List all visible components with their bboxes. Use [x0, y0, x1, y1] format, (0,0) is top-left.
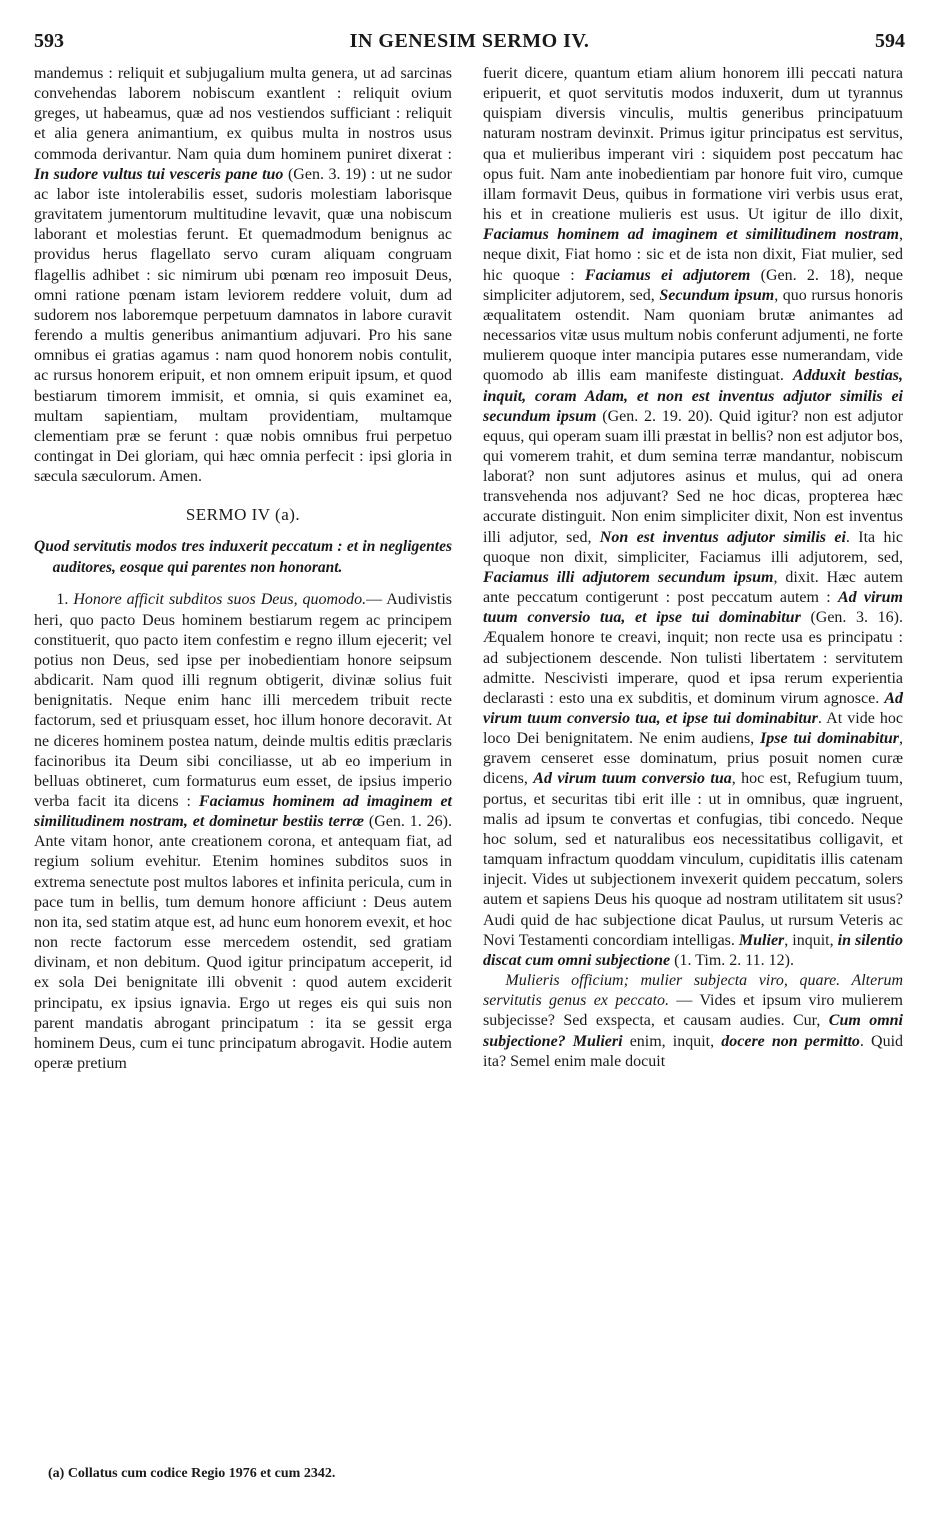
text-run: , hoc est, Refugium tuum, portus, et securitas tibi erit ille : ut in omnibus, quæ ingruent, malis ad ipsum te convertas et confugias, tibi concedo. Neque hoc solum, sed et naturalibus eos necessitatibus colligavit, et tamquam infractum quoddam vinculum, cupiditatis illis catenam injecit. Vides ut subjectionem invexerit quidem peccatum, solers autem et sapiens Deus his quoque ad nostram utilitatem sit usus? Audi quid de hac subjectione dicat Paulus, ut rursum Veteris ac Novi Testamenti concordiam intelligas. — [483, 770, 904, 949]
text-run: , inquit, — [784, 931, 838, 949]
scripture-quote: in silentio discat cum omni subjectione — [483, 931, 904, 969]
text-run: (1. Tim. 2. 11. 12). — [670, 951, 794, 969]
scripture-quote: In sudore vultus tui vesceris pane tuo — [34, 165, 284, 183]
section-heading: Mulieris officium; mulier subjecta viro, quare. Alterum servitutis genus ex peccato. — [483, 972, 903, 1010]
scripture-quote: Cum omni subjectione? Mulieri — [483, 1012, 903, 1050]
scripture-quote: Mulier — [738, 931, 785, 949]
text-run: mandemus : reliquit et subjugalium multa genera, ut ad sarcinas convehendas laborem nobiscum exantlent : reliquit ovium greges, ut habeamus, quæ ad nos vestiendos sufficiant : reliquit et alia genera animantium, ex quibus multa in nostros usus commoda derivantur. Nam quia dum hominem puniret dixerat : — [34, 65, 452, 163]
text-run: , quo rursus honoris æqualitatem ostendit. Nam quoniam brutæ animantes ad necessarios vitæ usus multum nobis conferunt adjumenti, ne forte mulierem quoque inter mancipia putares esse numerandam, vide quomodo ab illis eam manifeste distinguat. — [483, 286, 904, 385]
right-column — [483, 64, 903, 1072]
text-run: (Gen. 2. 18), neque simpliciter adjutorem, sed, — [483, 266, 903, 304]
text-run: — Audivistis heri, quo pacto Deus hominem bestiarum regem ac principem constituerit, quo pacto item confestim e regno illum ejecerit; vel potius non Deus, sed ipse per inobedientiam honore seipsum abdicarit. Nam quod illi regnum obtigerit, divinæ solius fuit benignitatis. Neque enim hanc illi mercedem tribuit recte factorum, sed et priusquam esset, hoc illum honore decoravit. At ne diceres hominem postea natum, deinde multis editis præclaris facinoribus ita Deum sibi conciliasse, ut ab eo imperium in belluas obtineret, cum formaturus eum esset, de ipsius imperio verba facit ita dicens : — [34, 591, 453, 810]
scripture-quote: Faciamus ei adjutorem — [584, 266, 751, 284]
text-run: . Quid ita? Semel enim male docuit — [483, 1032, 904, 1070]
text-run: (Gen. 3. 19) : ut ne sudor ac labor iste intolerabilis esset, sudoris molestiam laborisque gravitatem jumentorum multitudine levavit, quæ una nobiscum laborant et molestias ferunt. Et quemadmodum benignus ac providus herus flagellato servo curam aliquam congruam flagellis adhibet : sic nimirum ubi pœnam reo imposuit Deus, omni ratione pœnam istam leviorem reddere voluit, dum ad sudorem nos laboremque perpetuum damnatos in labore curavit ferendo a multis generibus animantium adjuvari. Pro his sane omnibus ei gratias agamus : nam quod honorem nobis contulit, ac rursus honorem eripuit, et non omnem eripuit ipsum, et quod bestiarum timorem immisit, et omnia, si quis examinet ea, multam sapientiam, multam providentiam, multamque clementiam præ se ferunt : quæ nobis omnibus frui perpetuo contingat in Dei gloriam, qui hæc omnia perfecit : ipsi gloria in sæcula sæculorum. Amen. — [34, 165, 452, 486]
section-heading: Honore afficit subditos suos Deus, quomodo. — [73, 591, 367, 609]
sermon-title: SERMO IV (a). — [185, 505, 301, 525]
text-run: , neque dixit, Fiat homo : sic et de ista non dixit, Fiat mulier, sed hic quoque : — [483, 226, 903, 284]
text-run: (Gen. 2. 19. 20). Quid igitur? non est adjutor equus, qui operam suam illi præstat in bellis? non est adjutor bos, qui vomerem trahit, et dum semina terræ mandantur, nobiscum laborat? non sunt adjutores asinus et mulus, qui ad onera transvehenda nos adjuvant? Sed ne hoc dicas, propterea hæc accurate distinguit. Non enim simpliciter dixit, Non est inventus illi adjutor, sed, — [483, 407, 904, 546]
text-run: (Gen. 1. 26). Ante vitam honor, ante creationem corona, et antequam fiat, ad regium solium evehitur. Etenim homines subditos suos in extrema senectute post multos labores et infinita pericula, cum in pace tum in bellis, tum demum honore afficiunt : Deus autem non ita, sed statim atque est, ad hunc eum honorem evexit, et hoc non recte factorum esse mercedem ostendit, sed gratiam divinam, et non debitum. Quod igitur principatum acceperit, id ex sola Dei benignitate illi obvenit : quod autem exciderit principatu, ex ipsius ignavia. Ergo ut reges eis qui suis non parent mandatis abrogant principatum : ita se gessit erga hominem Deus, cum ei tunc principatum abrogavit. Hodie autem operæ pretium — [34, 813, 453, 1073]
running-title: IN GENESIM SERMO IV. — [349, 30, 590, 52]
scripture-quote: Ad virum tuum conversio tua, et ipse tui dominabitur — [483, 689, 903, 727]
paragraph-left-2 — [34, 590, 452, 1074]
scripture-quote: docere non permitto — [721, 1032, 860, 1050]
scripture-quote: Ad virum tuum conversio tua — [533, 770, 732, 788]
text-run: . Ita hic quoque non dixit, simpliciter, Faciamus illi adjutorem, sed, — [483, 528, 904, 566]
text-run: , dixit. Hæc autem ante peccatum contigerunt : post peccatum autem : — [483, 568, 904, 607]
page-number-right: 594 — [875, 30, 905, 52]
scripture-quote: Adduxit bestias, inquit, coram Adam, et non est inventus adjutor similis ei secundum ipsum — [483, 367, 904, 425]
text-run: (Gen. 3. 16). Æqualem honore te creavi, inquit; non recte usa es principatu : ad subjectionem descende. Non tulisti libertatem : servitutem admitte. Nescivisti imperare, quod et ipsa rerum experientia declarasti : esto una ex subditis, et dominum virum agnosce. — [483, 609, 904, 707]
footnote: (a) Collatus cum codice Regio 1976 et cum 2342. — [48, 1466, 336, 1481]
text-run: , gravem censeret esse dominatum, prius posuit nomen curæ dicens, — [483, 730, 903, 788]
running-head — [34, 30, 905, 60]
paragraph-right-1 — [483, 64, 903, 971]
scripture-quote: Secundum ipsum — [659, 286, 775, 304]
paragraph-right-2 — [483, 971, 903, 1072]
text-run: — Vides et ipsum viro mulierem subjecisse? Sed exspecta, et causam audies. Cur, — [483, 992, 904, 1030]
scripture-quote: Ipse tui dominabitur — [760, 730, 899, 748]
left-column — [34, 64, 452, 1074]
scripture-quote: Ad virum tuum conversio tua, et ipse tui dominabitur — [483, 589, 903, 627]
paragraph-left-1 — [34, 64, 452, 487]
text-run: . At vide hoc loco Dei benignitatem. Ne enim audiens, — [483, 710, 904, 748]
text-run: fuerit dicere, quantum etiam alium honorem illi peccati natura eripuerit, et quot servitutis modos induxerit, dum ut tyrannus quispiam diversis vinculis, multis generibus principatuum naturam nostram devinxit. Primus igitur principatus est servitus, qua et mulieribus imperant viri : siquidem post peccatum hac opus fuit. Nam ante inobedientiam par honore fuit viro, cumque illam formavit Deus, quibus in formatione viri verbis usus erat, his et in creatione mulieris est usus. Ut igitur de illo dixit, — [483, 65, 903, 224]
scripture-quote: Faciamus hominem ad imaginem et similitudinem nostram, et dominetur bestiis terræ — [34, 793, 452, 831]
sermon-summary: Quod servitutis modos tres induxerit peccatum : et in negligentes auditores, eosque qui parentes non honorant. — [34, 538, 452, 576]
page-number-left: 593 — [34, 30, 64, 52]
scripture-quote: Faciamus illi adjutorem secundum ipsum — [483, 568, 774, 586]
section-number: 1. — [56, 591, 74, 609]
scripture-quote: Faciamus hominem ad imaginem et similitudinem nostram — [483, 226, 899, 244]
text-run: enim, inquit, — [622, 1032, 722, 1050]
scripture-quote: Non est inventus adjutor similis ei — [599, 528, 846, 546]
